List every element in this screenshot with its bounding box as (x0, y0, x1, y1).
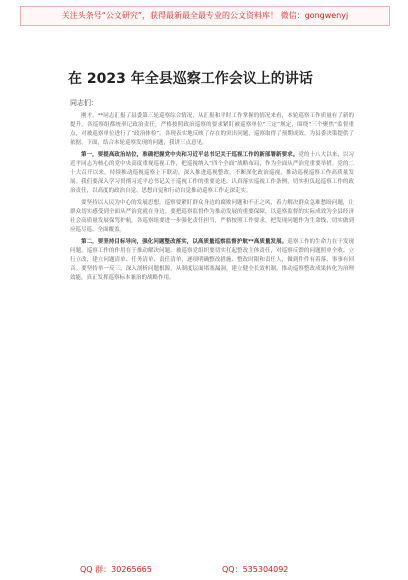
paragraph-text: 要坚持以人民为中心的发展思想，巡察要紧盯群众身边的腐败问题和不正之风，着力解决群众急难愁盼问题，让群众切实感受到全面从严治党就在身边。要把巡察监督作为推动发展的重要保障，以巡察监督的实际成效为全县经济社会高质量发展保驾护航。各巡察组要进一步强化责任担当，严格按照工作要求，把发现问题作为生命线，切实做到应巡尽巡、全面覆盖。 (70, 200, 354, 233)
paragraph-heading: 第一，要提高政治站位，准确把握党中央和习近平总书记关于巡视工作的新部署新要求。 (81, 152, 299, 158)
paragraph-heading: 第二，要坚持目标导向，强化问题整改落实，以高质量巡察监督护航**高质量发展。 (81, 239, 288, 245)
footer (0, 560, 408, 580)
document-body (70, 112, 354, 552)
salutation: 同志们： (70, 99, 98, 107)
paragraph (70, 238, 354, 283)
paragraph-text: 党的十八大以来，以习近平同志为核心的党中央高度重视巡视工作，把巡视纳入“四个全面”战略布局，作为全面从严治党重要举措。党的二十大召开以来，持续推动巡视巡察上下联动，深入推进巡视整改，不断深化政治巡视，推动巡视巡察工作高质量发展。我们要深入学习贯彻习近平总书记关于巡视工作的重要论述，认真落实巡视工作条例，切实担负起巡察工作的政治责任，以高度的政治自觉、思想自觉和行动自觉推动巡察工作走深走实。 (70, 152, 354, 194)
document-title: 在 2023 年全县巡察工作会议上的讲话 (68, 71, 313, 87)
footer-qq-group: QQ 群：30265665 (80, 565, 152, 574)
footer-qq: QQ：535304092 (222, 565, 289, 574)
paragraph-text: 刚才，**同志汇报了县委第三轮巡察综合情况，从汇报和平时工作掌握的情况来看，本轮巡察工作质量有了新的提升。各巡察组都统率记政治责任，严格按照政治巡察的要求紧盯被巡察单位“三定”规定，围绕“三个聚焦”监督重点，对被巡察单位进行了“政治体检”。各现表实地反映了存在的突出问题，巡察取得了预期成效。为县委决策提供了依据。下面，结合本轮巡察发现的问题，我讲三点意见。 (70, 113, 354, 146)
paragraph (70, 199, 354, 235)
top-banner: 关注头条号“公文研究”，获得最新最全最专业的公文资料库！ 微信：gongwenyj (20, 6, 390, 26)
paragraph-text: 巡察工作的生命力在于发现问题，巡察工作的作用在于推动解决问题。被巡察党组织要切实扛起整改主体责任，对巡察反馈的问题照单全收、立行立改，建立问题清单、任务清单、责任清单，逐项明确整改措施、整改时限和责任人，做到件件有着落、事事有回音。要坚持举一反三，深入剖析问题根源，从制度层面堵塞漏洞，建立健全长效机制，推动巡察整改成果转化为治理效能，真正发挥巡察标本兼治的战略作用。 (70, 239, 354, 281)
paragraph (70, 112, 354, 148)
paragraph (70, 151, 354, 196)
